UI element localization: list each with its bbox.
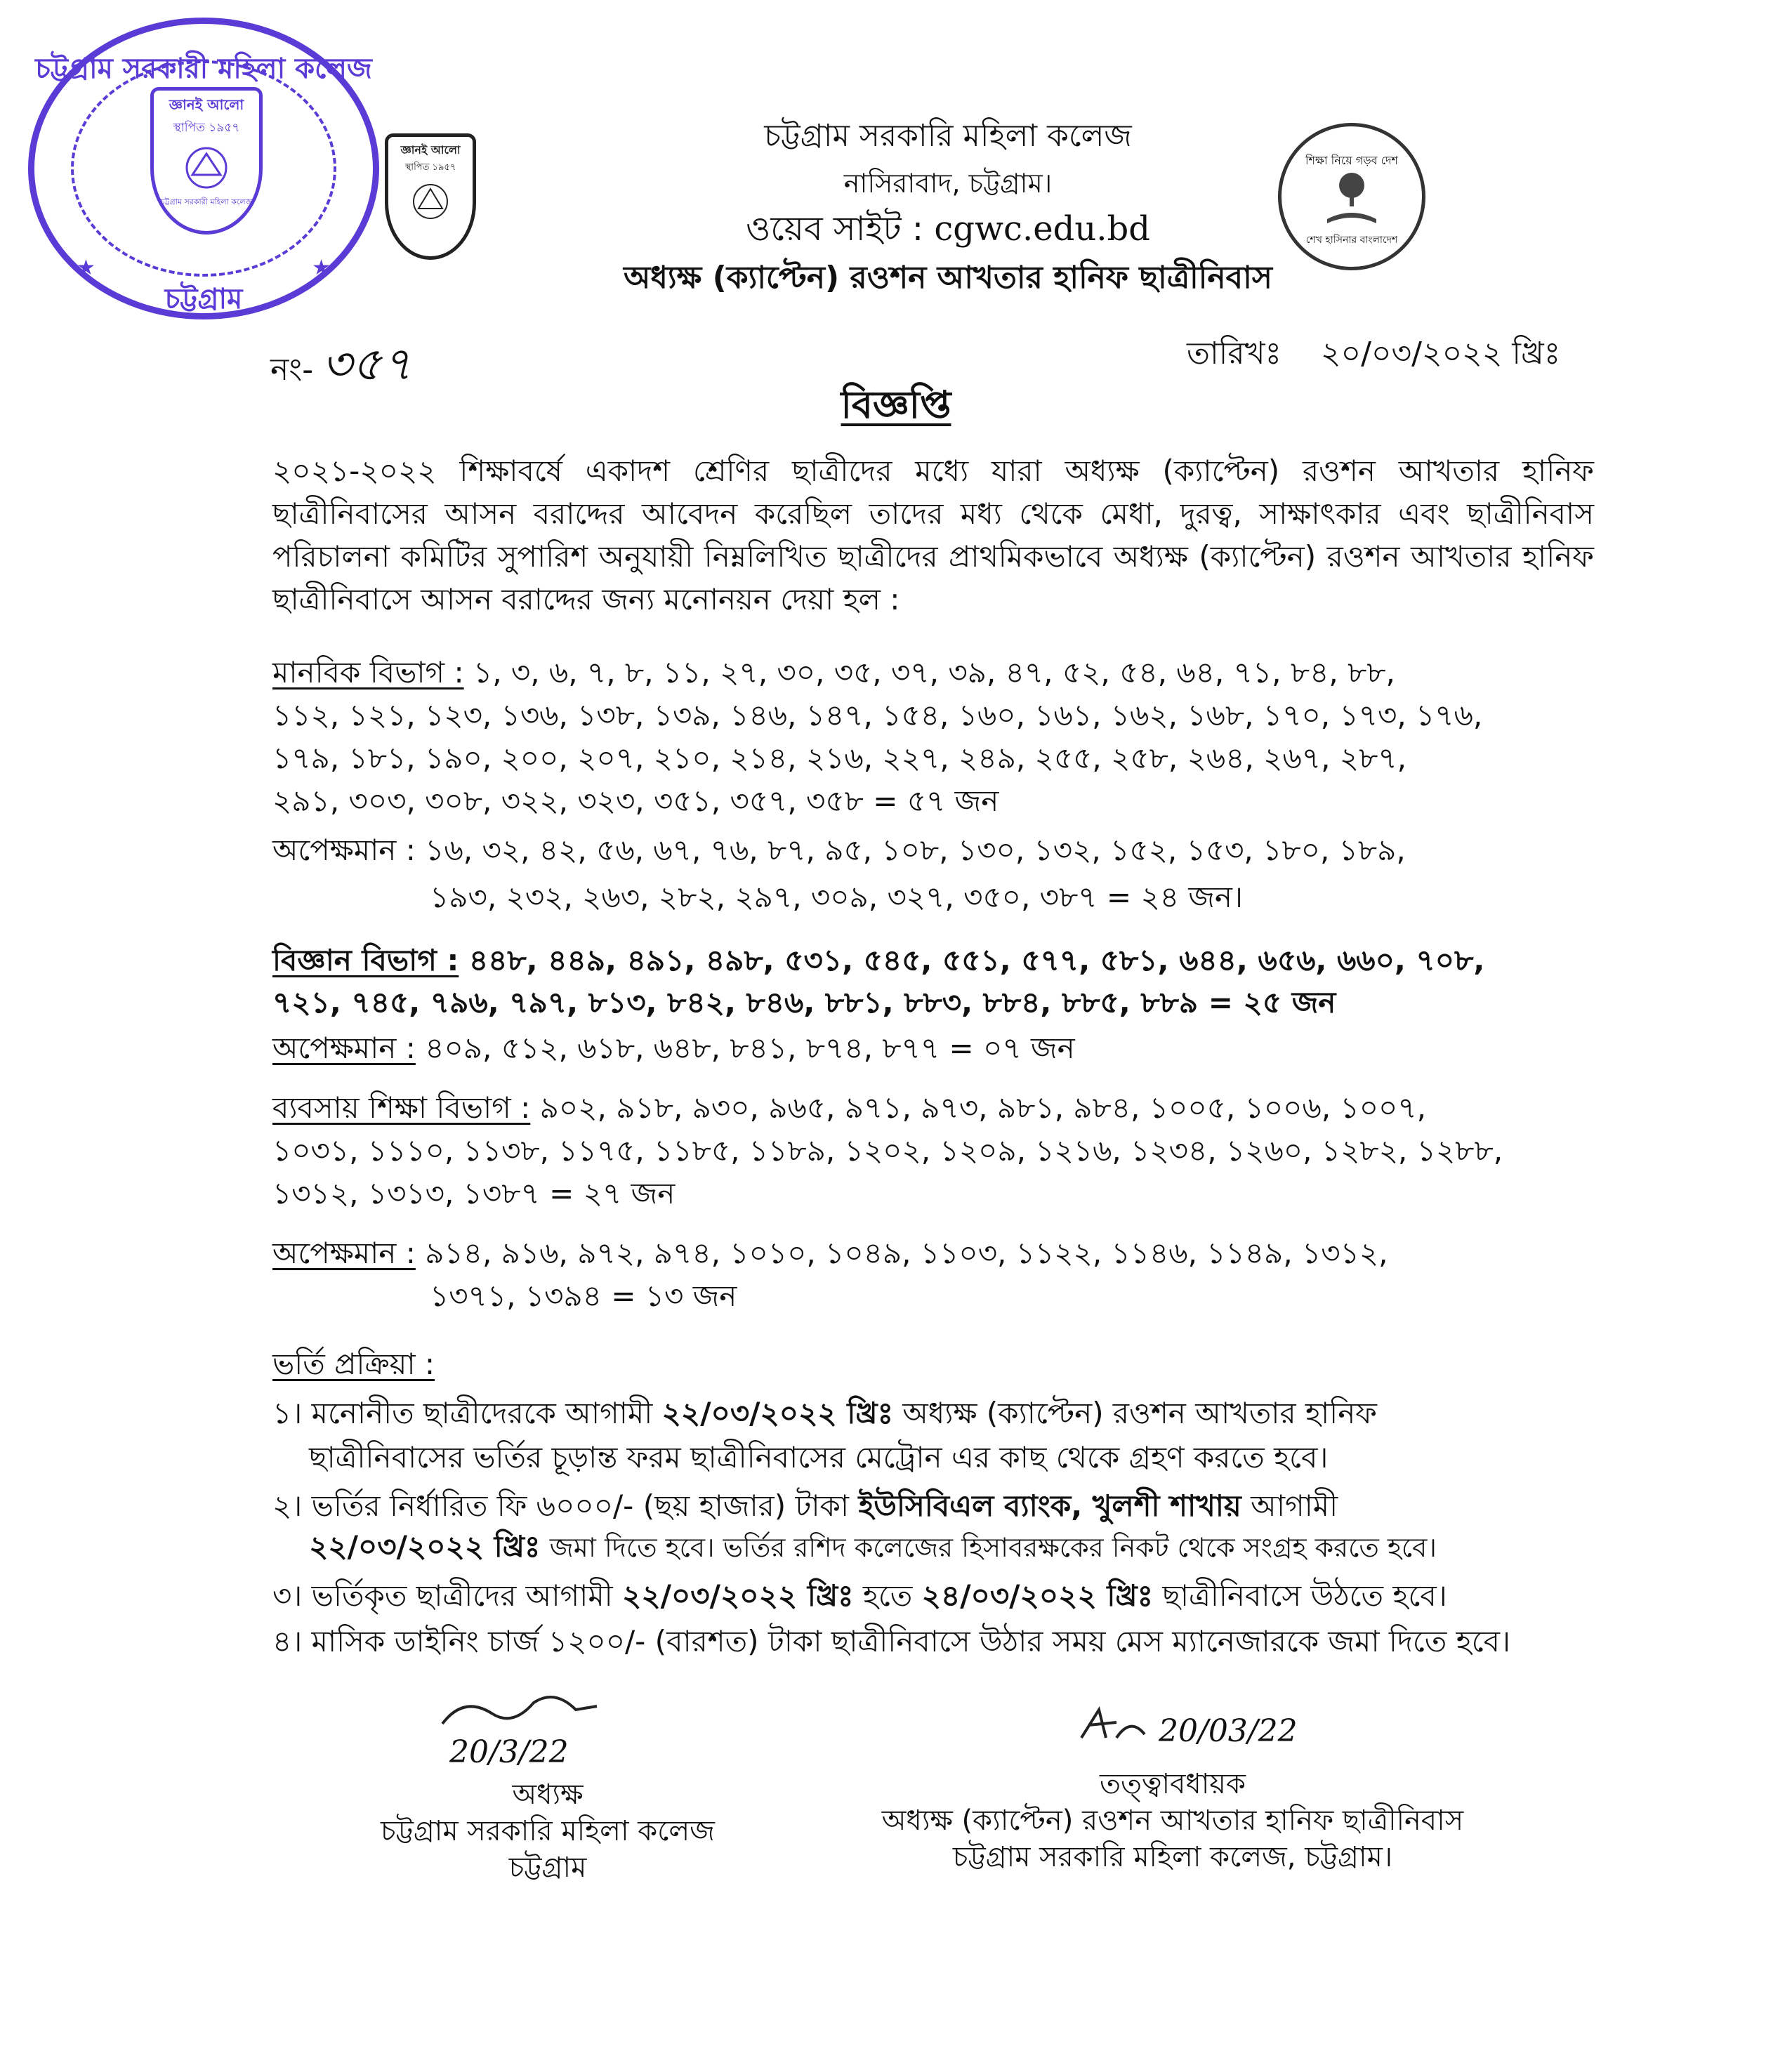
business-roll-list: ৯০২, ৯১৮, ৯৩০, ৯৬৫, ৯৭১, ৯৭৩, ৯৮১, ৯৮৪, ১০০৫, ১০০৬, ১০০৭, — [539, 1090, 1426, 1125]
item1-date: ২২/০৩/২০২২ খ্রিঃ — [661, 1396, 893, 1430]
admission-item-1 — [272, 1390, 1377, 1440]
humanities-roll-list: ১, ৩, ৬, ৭, ৮, ১১, ২৭, ৩০, ৩৫, ৩৭, ৩৯, ৪৭, ৫২, ৫৪, ৬৪, ৭১, ৮৪, ৮৮, — [473, 655, 1395, 690]
humanities-line-4: ২৯১, ৩০৩, ৩০৮, ৩২২, ৩২৩, ৩৫১, ৩৫৭, ৩৫৮ = ৫৭ জন — [272, 784, 999, 818]
principal-org: চট্টগ্রাম সরকারি মহিলা কলেজ — [381, 1815, 715, 1847]
supervisor-city: চট্টগ্রাম সরকারি মহিলা কলেজ, চট্টগ্রাম। — [952, 1841, 1393, 1873]
item1-text-b: অধ্যক্ষ (ক্যাপ্টেন) রওশন আখতার হানিফ — [902, 1396, 1377, 1430]
seal-top-text: শিক্ষা নিয়ে গড়ব দেশ — [1305, 154, 1399, 167]
notice-title-text: বিজ্ঞপ্তি — [841, 383, 951, 427]
admission-item-1-cont: ছাত্রীনিবাসের ভর্তির চূড়ান্ত ফরম ছাত্রীনিবাসের মেট্রোন এর কাছ থেকে গ্রহণ করতে হবে। — [309, 1440, 1329, 1474]
business-waiting-list: ৯১৪, ৯১৬, ৯৭২, ৯৭৪, ১০১০, ১০৪৯, ১১০৩, ১১২২, ১১৪৬, ১১৪৯, ১৩১২, — [425, 1236, 1388, 1270]
science-waiting-list: ৪০৯, ৫১২, ৬১৮, ৬৪৮, ৮৪১, ৮৭৪, ৮৭৭ = ০৭ জন — [425, 1031, 1075, 1065]
stamp-logo-bottom: চট্টগ্রাম সরকারী মহিলা কলেজ — [160, 197, 253, 206]
business-waiting-label: অপেক্ষমান : — [272, 1236, 416, 1270]
book-tree-icon — [1320, 170, 1383, 226]
stamp-bottom-text: চট্টগ্রাম — [164, 283, 243, 315]
principal-city: চট্টগ্রাম — [508, 1852, 587, 1884]
hall-name: অধ্যক্ষ (ক্যাপ্টেন) রওশন আখতার হানিফ ছাত্রীনিবাস — [624, 260, 1272, 296]
college-emblem-icon — [406, 180, 455, 223]
humanities-line-2: ১১২, ১২১, ১২৩, ১৩৬, ১৩৮, ১৩৯, ১৪৬, ১৪৭, ১৫৪, ১৬০, ১৬১, ১৬২, ১৬৮, ১৭০, ১৭৩, ১৭৬, — [272, 698, 1483, 732]
star-icon: ★ — [77, 256, 95, 280]
college-logo — [385, 133, 476, 260]
notice-date — [1187, 330, 1560, 381]
stamp-shield-logo — [150, 87, 263, 235]
business-waiting-line-2: ১৩৭১, ১৩৯৪ = ১৩ জন — [430, 1279, 737, 1313]
humanities-waiting-line-1 — [272, 827, 1406, 877]
college-logo-established: স্থাপিত ১৯৫৭ — [404, 162, 456, 173]
item3-text-a: ৩। ভর্তিকৃত ছাত্রীদের আগামী — [272, 1578, 613, 1613]
supervisor-block — [808, 1766, 1538, 1875]
item2-text-b: আগামী — [1251, 1489, 1338, 1523]
item2-text-a: ২। ভর্তির নির্ধারিত ফি ৬০০০/- (ছয় হাজার) টাকা — [272, 1489, 850, 1523]
humanities-waiting-line-2: ১৯৩, ২৩২, ২৬৩, ২৮২, ২৯৭, ৩০৯, ৩২৭, ৩৫০, ৩৮৭ = ২৪ জন। — [430, 880, 1244, 914]
humanities-line-3: ১৭৯, ১৮১, ১৯০, ২০০, ২০৭, ২১০, ২১৪, ২১৬, ২২৭, ২৪৯, ২৫৫, ২৫৮, ২৬৪, ২৬৭, ২৮৭, — [272, 741, 1406, 775]
principal-block — [302, 1776, 793, 1886]
science-roll-list: ৪৪৮, ৪৪৯, ৪৯১, ৪৯৮, ৫৩১, ৫৪৫, ৫৫১, ৫৭৭, ৫৮১, ৬৪৪, ৬৫৬, ৬৬০, ৭০৮, — [468, 943, 1485, 977]
item2-date: ২২/০৩/২০২২ খ্রিঃ — [309, 1529, 541, 1564]
item2-bank: ইউসিবিএল ব্যাংক, খুলশী শাখায় — [858, 1489, 1241, 1523]
college-address: নাসিরাবাদ, চট্টগ্রাম। — [843, 168, 1053, 199]
humanities-waiting-label: অপেক্ষমান : — [272, 833, 416, 867]
college-name: চট্টগ্রাম সরকারি মহিলা কলেজ — [764, 118, 1132, 154]
national-seal — [1278, 123, 1425, 270]
date-value: ২০/০৩/২০২২ খ্রিঃ — [1320, 336, 1561, 371]
seal-bottom-text: শেখ হাসিনার বাংলাদেশ — [1305, 235, 1398, 246]
humanities-waiting-list: ১৬, ৩২, ৪২, ৫৬, ৬৭, ৭৬, ৮৭, ৯৫, ১০৮, ১৩০, ১৩২, ১৫২, ১৫৩, ১৮০, ১৮৯, — [425, 833, 1406, 867]
college-logo-top: জ্ঞানই আলো — [400, 143, 461, 157]
item3-date-end: ২৪/০৩/২০২২ খ্রিঃ — [921, 1578, 1154, 1613]
website-url[interactable]: cgwc.edu.bd — [934, 209, 1150, 249]
supervisor-sign-date: 20/03/22 — [1159, 1713, 1298, 1749]
science-waiting-line — [272, 1025, 1075, 1075]
item3-date-start: ২২/০৩/২০২২ খ্রিঃ — [622, 1578, 854, 1613]
stamp-top-text: চট্টগ্রাম সরকারী মহিলা কলেজ — [35, 53, 372, 85]
supervisor-title: তত্ত্বাবধায়ক — [1100, 1768, 1246, 1800]
admission-item-2-cont — [309, 1524, 1437, 1574]
science-line-2: ৭২১, ৭৪৫, ৭৯৬, ৭৯৭, ৮১৩, ৮৪২, ৮৪৬, ৮৮১, ৮৮৩, ৮৮৪, ৮৮৫, ৮৮৯ = ২৫ জন — [272, 985, 1336, 1020]
principal-sign-date: 20/3/22 — [449, 1734, 569, 1770]
item1-text-a: ১। মনোনীত ছাত্রীদেরকে আগামী — [272, 1396, 653, 1430]
business-label: ব্যবসায় শিক্ষা বিভাগ : — [272, 1090, 531, 1125]
reference-label: নং- — [270, 352, 314, 388]
star-icon: ★ — [312, 256, 331, 280]
notice-title — [0, 376, 1792, 439]
item2-text-c: জমা দিতে হবে। ভর্তির রশিদ কলেজের হিসাবরক্ষকের নিকট থেকে সংগ্রহ করতে হবে। — [549, 1532, 1437, 1563]
stamp-logo-top: জ্ঞানই আলো — [169, 96, 244, 113]
science-label: বিজ্ঞান বিভাগ : — [272, 943, 459, 977]
stamp-emblem-icon — [178, 143, 235, 192]
college-round-stamp — [28, 18, 379, 319]
stamp-logo-established: স্থাপিত ১৯৫৭ — [173, 121, 240, 135]
website-label: ওয়েব সাইট : — [746, 209, 924, 249]
supervisor-signature — [1074, 1703, 1152, 1745]
item3-text-b: হতে — [862, 1578, 913, 1613]
humanities-label: মানবিক বিভাগ : — [272, 655, 464, 690]
business-line-2: ১০৩১, ১১১০, ১১৩৮, ১১৭৫, ১১৮৫, ১১৮৯, ১২০২, ১২০৯, ১২১৬, ১২৩৪, ১২৬০, ১২৮২, ১২৮৮, — [272, 1133, 1503, 1168]
reference-value: ৩৫৭ — [322, 337, 412, 391]
item3-text-c: ছাত্রীনিবাসে উঠতে হবে। — [1162, 1578, 1447, 1613]
admission-heading — [272, 1341, 435, 1391]
intro-paragraph: ২০২১-২০২২ শিক্ষাবর্ষে একাদশ শ্রেণির ছাত্রীদের মধ্যে যারা অধ্যক্ষ (ক্যাপ্টেন) রওশন আখতার হানিফ ছাত্রীনিবাসের আসন বরাদ্দের আবেদন করেছিল তাদের মধ্য থেকে মেধা, দুরত্ব, সাক্ষাৎকার এবং ছাত্রীনিবাস পরিচালনা কমিটির সুপারিশ অনুযায়ী নিম্নলিখিত ছাত্রীদের প্রাথমিকভাবে অধ্যক্ষ (ক্যাপ্টেন) রওশন আখতার হানিফ ছাত্রীনিবাসে আসন বরাদ্দের জন্য মনোনয়ন দেয়া হল : — [272, 454, 1594, 616]
business-line-3: ১৩১২, ১৩১৩, ১৩৮৭ = ২৭ জন — [272, 1176, 676, 1210]
admission-item-4: ৪। মাসিক ডাইনিং চার্জ ১২০০/- (বারশত) টাকা ছাত্রীনিবাসে উঠার সময় মেস ম্যানেজারকে জমা দিতে হবে। — [272, 1624, 1511, 1658]
principal-title: অধ্যক্ষ — [512, 1779, 584, 1811]
date-label: তারিখঃ — [1187, 336, 1282, 371]
science-waiting-label: অপেক্ষমান : — [272, 1031, 416, 1065]
admission-item-3 — [272, 1573, 1447, 1623]
admission-heading-text: ভর্তি প্রক্রিয়া : — [272, 1347, 435, 1381]
website-line — [492, 204, 1404, 259]
supervisor-org: অধ্যক্ষ (ক্যাপ্টেন) রওশন আখতার হানিফ ছাত্রীনিবাস — [881, 1805, 1464, 1837]
